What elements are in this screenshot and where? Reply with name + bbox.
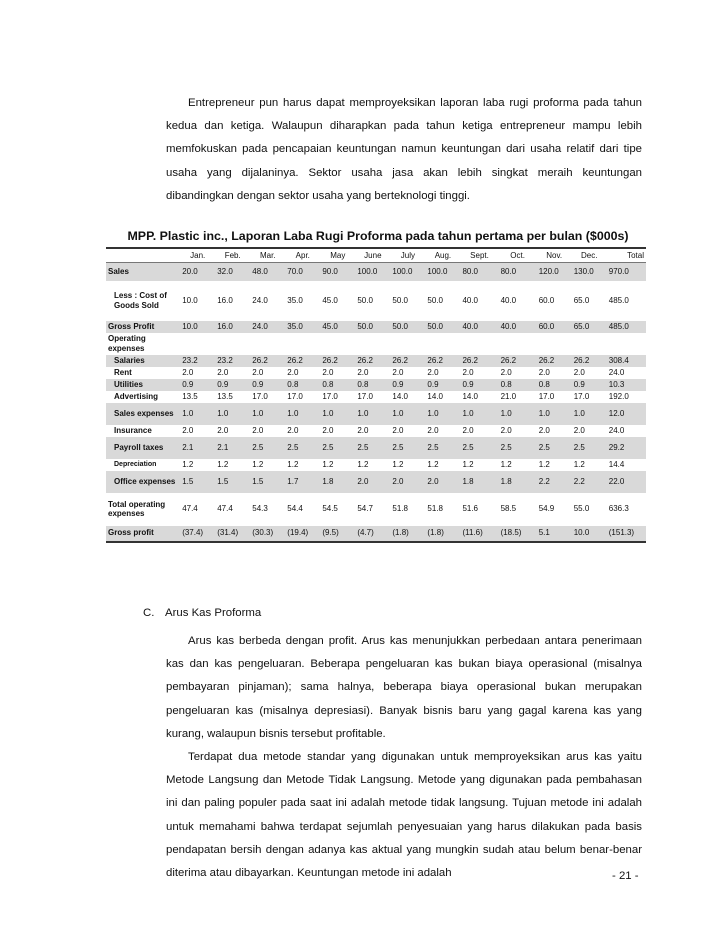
row-value-cell: 2.0 <box>357 367 369 377</box>
row-value-cell <box>320 333 355 355</box>
row-value-cell: 51.6 <box>462 504 479 514</box>
row-value-cell: 13.5 <box>217 391 233 401</box>
row-value-cell: 24.0 <box>250 321 285 333</box>
section-c-paragraph-2-text: Terdapat dua metode standar yang digunakan untuk memproyeksikan arus kas yaitu Metode Langsung dan Metode Tidak Langsung. Metode yang digunakan pada pembahasan ini dan paling populer pada saat ini adalah metode tidak langsung. Tujuan metode ini adalah untuk memahami bahwa terdapat sejumlah penyesuaian yang harus dilakukan pada basis pendapatan bersih dengan adanya kas aktual yang mungkin sudah atau belum benar-benar diterima atau dibayarkan. Keuntungan metode ini adalah <box>166 751 642 880</box>
section-c-paragraph-2 <box>166 746 642 885</box>
row-value-cell: 50.0 <box>392 295 408 305</box>
row-value-cell: 26.2 <box>460 355 498 367</box>
header-month-cell: Sept. <box>460 248 498 263</box>
row-value-cell: 2.0 <box>392 367 404 377</box>
row-value-cell: (31.4) <box>215 526 250 542</box>
row-value-cell: 0.9 <box>460 379 498 391</box>
section-c-heading <box>143 607 261 619</box>
row-value-cell: 21.0 <box>500 391 517 401</box>
row-value-cell: 17.0 <box>538 391 555 401</box>
row-value-cell: 2.0 <box>355 471 390 493</box>
row-value-cell: 2.2 <box>572 471 607 493</box>
row-value-cell: 54.4 <box>287 504 303 514</box>
row-value-cell: 47.4 <box>217 504 233 514</box>
row-value-cell: 130.0 <box>572 263 607 281</box>
table-row <box>106 355 646 367</box>
header-month-cell: Nov. <box>537 248 572 263</box>
table-row <box>106 391 646 403</box>
row-value-cell: 2.0 <box>287 367 299 377</box>
row-value-cell: 40.0 <box>499 321 537 333</box>
row-value-cell: 2.0 <box>322 367 334 377</box>
row-value-cell <box>460 333 498 355</box>
row-value-cell: 1.0 <box>390 403 425 425</box>
row-value-cell: 2.0 <box>287 425 299 435</box>
row-value-cell: 100.0 <box>390 263 425 281</box>
row-value-cell: 22.0 <box>607 471 646 493</box>
row-value-cell: 5.1 <box>537 526 572 542</box>
row-value-cell: 60.0 <box>538 295 555 305</box>
header-month-cell: Total <box>607 248 646 263</box>
row-value-cell: 2.0 <box>462 367 474 377</box>
row-value-cell: (30.3) <box>250 526 285 542</box>
row-value-cell: 1.5 <box>180 471 215 493</box>
row-value-cell: 2.5 <box>425 437 460 459</box>
row-value-cell: 14.0 <box>427 391 443 401</box>
row-value-cell: 26.2 <box>390 355 425 367</box>
row-value-cell: (9.5) <box>320 526 355 542</box>
row-value-cell <box>250 333 285 355</box>
row-value-cell: 2.1 <box>215 437 250 459</box>
row-value-cell: 2.2 <box>537 471 572 493</box>
row-value-cell: 45.0 <box>322 295 338 305</box>
table-row <box>106 493 646 526</box>
row-value-cell: 2.5 <box>572 437 607 459</box>
row-value-cell: 0.9 <box>572 379 607 391</box>
row-value-cell: 0.9 <box>390 379 425 391</box>
header-month-cell: Feb. <box>215 248 250 263</box>
row-value-cell: 24.0 <box>608 367 625 377</box>
table-row <box>106 526 646 542</box>
row-value-cell: 0.8 <box>285 379 320 391</box>
row-value-cell: 65.0 <box>572 321 607 333</box>
row-value-cell: 636.3 <box>608 504 629 514</box>
row-value-cell: 485.0 <box>607 321 646 333</box>
row-value-cell: 1.2 <box>427 459 439 469</box>
row-value-cell: 32.0 <box>215 263 250 281</box>
row-label: Total operating expenses <box>108 499 166 518</box>
row-value-cell: (11.6) <box>460 526 498 542</box>
row-value-cell <box>537 333 572 355</box>
row-value-cell: 16.0 <box>215 321 250 333</box>
row-value-cell: 1.2 <box>357 459 369 469</box>
row-value-cell: 14.4 <box>608 459 625 469</box>
row-value-cell: 16.0 <box>217 295 233 305</box>
row-value-cell: 2.0 <box>573 367 585 377</box>
row-label: Depreciation <box>114 460 157 468</box>
row-value-cell: 0.8 <box>355 379 390 391</box>
row-value-cell: 55.0 <box>573 504 590 514</box>
section-c-paragraph-1 <box>166 630 642 746</box>
row-value-cell: 10.3 <box>607 379 646 391</box>
row-value-cell: 60.0 <box>537 321 572 333</box>
row-value-cell: 26.2 <box>499 355 537 367</box>
section-c-letter: C. <box>143 607 155 619</box>
row-label: Gross profit <box>106 526 180 542</box>
row-value-cell: 1.0 <box>572 403 607 425</box>
row-value-cell: 54.5 <box>322 504 338 514</box>
row-value-cell: 1.0 <box>499 403 537 425</box>
row-value-cell: 100.0 <box>355 263 390 281</box>
row-value-cell: 970.0 <box>607 263 646 281</box>
table-row <box>106 321 646 333</box>
row-value-cell: 1.0 <box>460 403 498 425</box>
row-value-cell: 54.7 <box>357 504 373 514</box>
row-value-cell: (4.7) <box>355 526 390 542</box>
header-month-cell: May <box>320 248 355 263</box>
row-value-cell: 1.2 <box>573 459 585 469</box>
row-value-cell: 45.0 <box>320 321 355 333</box>
row-value-cell: 26.2 <box>572 355 607 367</box>
row-value-cell: 0.9 <box>180 379 215 391</box>
row-value-cell: 14.0 <box>462 391 479 401</box>
row-value-cell: 2.0 <box>252 367 264 377</box>
row-value-cell: 26.2 <box>425 355 460 367</box>
row-value-cell: 1.0 <box>355 403 390 425</box>
income-statement-table <box>106 247 646 543</box>
row-value-cell: 192.0 <box>608 391 629 401</box>
row-value-cell: 1.2 <box>182 459 194 469</box>
table-row <box>106 333 646 355</box>
row-value-cell: 10.0 <box>180 321 215 333</box>
row-value-cell: 1.7 <box>285 471 320 493</box>
row-value-cell: 1.0 <box>425 403 460 425</box>
row-label: Utilities <box>106 379 180 391</box>
table-row <box>106 437 646 459</box>
section-c-title: Arus Kas Proforma <box>165 607 262 619</box>
header-label-cell <box>106 248 180 263</box>
row-value-cell: 17.0 <box>287 391 303 401</box>
row-value-cell: 35.0 <box>287 295 303 305</box>
row-value-cell: 1.8 <box>320 471 355 493</box>
row-value-cell: 50.0 <box>427 295 443 305</box>
row-label: Sales <box>106 263 180 281</box>
row-value-cell: 24.0 <box>252 295 268 305</box>
row-value-cell: 70.0 <box>285 263 320 281</box>
row-value-cell: (1.8) <box>390 526 425 542</box>
row-value-cell: 2.5 <box>355 437 390 459</box>
row-value-cell: (151.3) <box>607 526 646 542</box>
row-value-cell: 2.0 <box>322 425 334 435</box>
row-value-cell: 100.0 <box>425 263 460 281</box>
table-row <box>106 281 646 321</box>
row-value-cell: 50.0 <box>355 321 390 333</box>
row-value-cell: 40.0 <box>462 295 479 305</box>
row-value-cell <box>572 333 607 355</box>
row-value-cell: 10.0 <box>182 295 198 305</box>
row-value-cell: 0.8 <box>320 379 355 391</box>
row-value-cell: 2.1 <box>180 437 215 459</box>
row-value-cell: 24.0 <box>608 425 625 435</box>
row-value-cell: 48.0 <box>250 263 285 281</box>
row-value-cell: 35.0 <box>285 321 320 333</box>
table-title: MPP. Plastic inc., Laporan Laba Rugi Proforma pada tahun pertama per bulan ($000s) <box>127 229 629 243</box>
row-value-cell: 2.5 <box>499 437 537 459</box>
row-value-cell: 17.0 <box>357 391 373 401</box>
row-value-cell: 23.2 <box>215 355 250 367</box>
row-value-cell: 40.0 <box>500 295 517 305</box>
row-value-cell: 2.0 <box>500 367 512 377</box>
row-value-cell: 308.4 <box>607 355 646 367</box>
row-value-cell: 26.2 <box>537 355 572 367</box>
row-label: Operating expenses <box>108 334 146 353</box>
table-row <box>106 263 646 281</box>
row-value-cell: 2.5 <box>250 437 285 459</box>
row-value-cell: 2.0 <box>392 425 404 435</box>
row-value-cell: 65.0 <box>573 295 590 305</box>
section-c-paragraph-1-text: Arus kas berbeda dengan profit. Arus kas menunjukkan perbedaan antara penerimaan kas dan kas pengeluaran. Beberapa pengeluaran kas bukan biaya operasional (misalnya pembayaran pinjaman); sama halnya, beberapa biaya operasional bukan merupakan pengeluaran kas (misalnya depresiasi). Banyak bisnis baru yang gagal karena kas yang kurang, walaupun bisnis tersebut profitable. <box>166 635 642 740</box>
row-value-cell: 485.0 <box>608 295 629 305</box>
row-value-cell: 2.0 <box>182 425 194 435</box>
row-value-cell: 2.0 <box>427 367 439 377</box>
row-value-cell: 2.0 <box>217 367 229 377</box>
row-value-cell: 2.5 <box>390 437 425 459</box>
row-value-cell: 1.5 <box>250 471 285 493</box>
row-value-cell: 2.0 <box>390 471 425 493</box>
header-month-cell: July <box>390 248 425 263</box>
row-value-cell: 26.2 <box>355 355 390 367</box>
row-value-cell: 1.2 <box>538 459 550 469</box>
row-value-cell: 2.0 <box>500 425 512 435</box>
row-value-cell: (19.4) <box>285 526 320 542</box>
row-label: Office expenses <box>106 471 180 493</box>
table-row <box>106 425 646 437</box>
row-value-cell: 20.0 <box>180 263 215 281</box>
row-value-cell: 2.0 <box>538 367 550 377</box>
row-value-cell <box>425 333 460 355</box>
row-value-cell: 1.2 <box>392 459 404 469</box>
row-label: Insurance <box>114 425 152 435</box>
page-number: - 21 - <box>612 870 639 882</box>
row-value-cell: 1.5 <box>215 471 250 493</box>
row-label: Rent <box>114 367 132 377</box>
row-value-cell: (18.5) <box>499 526 537 542</box>
row-label: Salaries <box>106 355 180 367</box>
row-value-cell: 26.2 <box>320 355 355 367</box>
row-value-cell: 40.0 <box>460 321 498 333</box>
row-value-cell: 10.0 <box>572 526 607 542</box>
row-value-cell: 1.0 <box>180 403 215 425</box>
table-row <box>106 367 646 379</box>
row-value-cell: 2.5 <box>537 437 572 459</box>
row-value-cell: 1.2 <box>287 459 299 469</box>
table-row <box>106 379 646 391</box>
row-label: Less : Cost of Goods Sold <box>114 291 167 310</box>
row-value-cell: 13.5 <box>182 391 198 401</box>
row-value-cell: 26.2 <box>250 355 285 367</box>
row-value-cell: 1.2 <box>500 459 512 469</box>
row-value-cell: 51.8 <box>392 504 408 514</box>
row-value-cell: 2.0 <box>182 367 194 377</box>
row-value-cell: (1.8) <box>425 526 460 542</box>
row-value-cell <box>499 333 537 355</box>
row-value-cell: 1.2 <box>462 459 474 469</box>
row-value-cell: 1.2 <box>252 459 264 469</box>
row-value-cell: 12.0 <box>607 403 646 425</box>
row-value-cell: 17.0 <box>573 391 590 401</box>
row-value-cell: 2.0 <box>573 425 585 435</box>
intro-paragraph-text: Entrepreneur pun harus dapat memproyeksikan laporan laba rugi proforma pada tahun kedua dan ketiga. Walaupun diharapkan pada tahun ketiga entrepreneur mampu lebih memfokuskan pada pencapaian keuntungan namun keuntungan dari usaha relatif dari tipe usaha yang dijalaninya. Sektor usaha jasa akan lebih singkat meraih keuntungan dibandingkan dengan sektor usaha yang berteknologi tinggi. <box>166 97 642 202</box>
row-value-cell: 1.0 <box>285 403 320 425</box>
row-value-cell: 47.4 <box>182 504 198 514</box>
intro-paragraph <box>166 92 642 208</box>
row-value-cell: 1.0 <box>250 403 285 425</box>
table-row <box>106 403 646 425</box>
row-value-cell: 23.2 <box>180 355 215 367</box>
row-value-cell: 54.9 <box>538 504 555 514</box>
row-value-cell: 2.0 <box>427 425 439 435</box>
row-value-cell: 1.8 <box>499 471 537 493</box>
row-value-cell <box>180 333 215 355</box>
row-label: Payroll taxes <box>106 437 180 459</box>
row-value-cell <box>607 333 646 355</box>
row-value-cell: 2.0 <box>462 425 474 435</box>
row-value-cell: 50.0 <box>357 295 373 305</box>
row-value-cell: 0.8 <box>537 379 572 391</box>
header-month-cell: Jan. <box>180 248 215 263</box>
row-value-cell <box>285 333 320 355</box>
row-value-cell: 120.0 <box>537 263 572 281</box>
row-value-cell: 1.0 <box>215 403 250 425</box>
row-value-cell: 0.8 <box>499 379 537 391</box>
header-month-cell: Dec. <box>572 248 607 263</box>
row-value-cell: 1.2 <box>322 459 334 469</box>
row-value-cell: 17.0 <box>322 391 338 401</box>
header-month-cell: Mar. <box>250 248 285 263</box>
row-value-cell: 2.5 <box>320 437 355 459</box>
table-row <box>106 459 646 471</box>
row-label: Advertising <box>114 391 159 401</box>
row-value-cell: 1.8 <box>460 471 498 493</box>
header-month-cell: Aug. <box>425 248 460 263</box>
row-value-cell: 0.9 <box>425 379 460 391</box>
row-label: Sales expenses <box>106 403 180 425</box>
row-value-cell: 80.0 <box>499 263 537 281</box>
row-value-cell: 2.0 <box>425 471 460 493</box>
row-value-cell: 80.0 <box>460 263 498 281</box>
row-value-cell: 90.0 <box>320 263 355 281</box>
table-row <box>106 471 646 493</box>
row-value-cell: 2.0 <box>538 425 550 435</box>
header-month-cell: June <box>355 248 390 263</box>
row-value-cell: 2.0 <box>357 425 369 435</box>
table-header-row <box>106 248 646 263</box>
row-value-cell: 14.0 <box>392 391 408 401</box>
row-value-cell: 54.3 <box>252 504 268 514</box>
row-value-cell <box>355 333 390 355</box>
row-value-cell: 2.5 <box>285 437 320 459</box>
row-value-cell: 1.2 <box>217 459 229 469</box>
row-value-cell: 17.0 <box>252 391 268 401</box>
row-value-cell: 0.9 <box>215 379 250 391</box>
row-value-cell: 58.5 <box>500 504 517 514</box>
row-value-cell: 2.5 <box>460 437 498 459</box>
header-month-cell: Oct. <box>499 248 537 263</box>
row-value-cell: 1.0 <box>320 403 355 425</box>
header-month-cell: Apr. <box>285 248 320 263</box>
row-value-cell: 50.0 <box>425 321 460 333</box>
row-label: Gross Profit <box>106 321 180 333</box>
row-value-cell: 51.8 <box>427 504 443 514</box>
row-value-cell <box>215 333 250 355</box>
row-value-cell: (37.4) <box>180 526 215 542</box>
row-value-cell: 0.9 <box>250 379 285 391</box>
row-value-cell: 2.0 <box>252 425 264 435</box>
row-value-cell <box>390 333 425 355</box>
row-value-cell: 26.2 <box>285 355 320 367</box>
row-value-cell: 1.0 <box>537 403 572 425</box>
row-value-cell: 29.2 <box>607 437 646 459</box>
row-value-cell: 2.0 <box>217 425 229 435</box>
row-value-cell: 50.0 <box>390 321 425 333</box>
